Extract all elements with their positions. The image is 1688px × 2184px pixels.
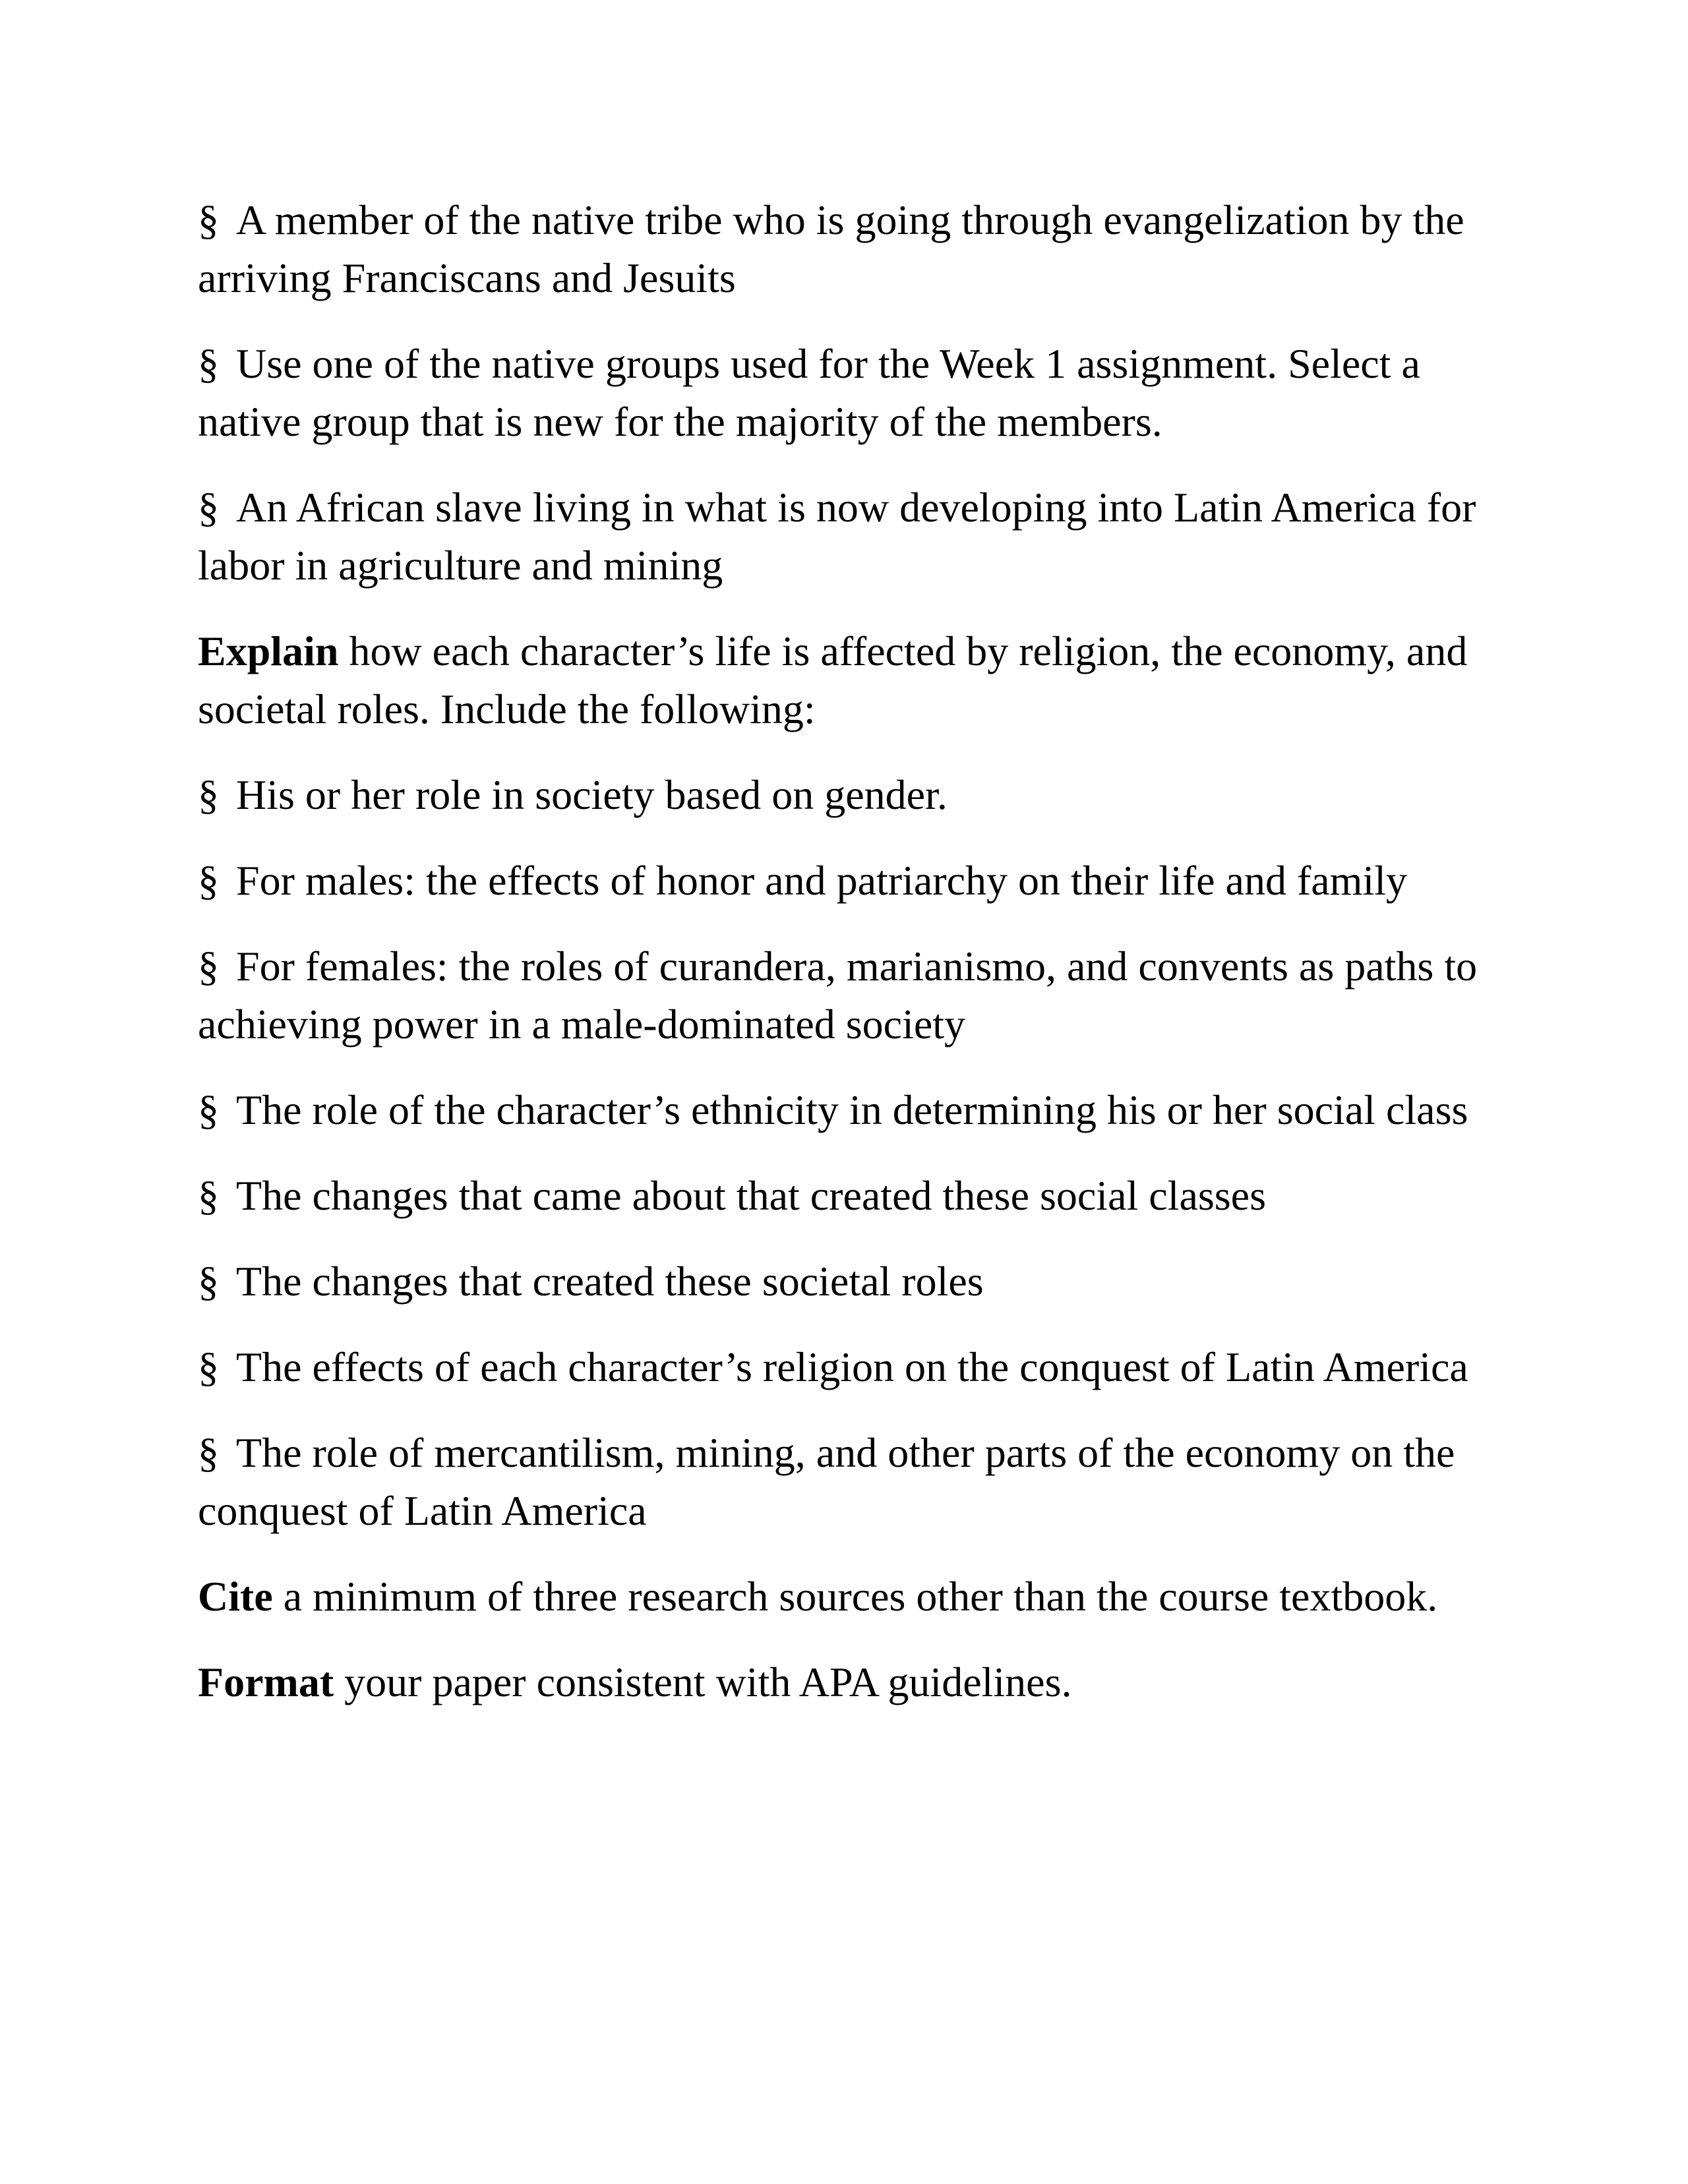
section-sign-icon: § bbox=[198, 484, 219, 531]
section-sign-icon: § bbox=[198, 1172, 219, 1219]
paragraph-text: your paper consistent with APA guidelines. bbox=[334, 1659, 1072, 1705]
instruction-paragraph bbox=[198, 1568, 1503, 1626]
paragraph-text: An African slave living in what is now developing into Latin America for labor in agriculture and mining bbox=[198, 484, 1476, 589]
bullet-paragraph bbox=[198, 191, 1503, 307]
section-sign-icon: § bbox=[198, 196, 219, 243]
section-sign-icon: § bbox=[198, 943, 219, 989]
bullet-paragraph bbox=[198, 852, 1503, 910]
paragraph-text: The changes that created these societal roles bbox=[236, 1258, 984, 1305]
paragraph-text: A member of the native tribe who is going through evangelization by the arriving Franciscans and Jesuits bbox=[198, 196, 1464, 301]
section-sign-icon: § bbox=[198, 340, 219, 387]
bullet-paragraph bbox=[198, 937, 1503, 1053]
paragraph-text: The effects of each character’s religion on the conquest of Latin America bbox=[236, 1343, 1468, 1390]
instruction-keyword: Cite bbox=[198, 1573, 273, 1620]
bullet-paragraph bbox=[198, 479, 1503, 595]
instruction-paragraph bbox=[198, 622, 1503, 738]
instruction-paragraph bbox=[198, 1653, 1503, 1711]
paragraph-text: The role of the character’s ethnicity in determining his or her social class bbox=[236, 1086, 1468, 1133]
section-sign-icon: § bbox=[198, 1429, 219, 1476]
instruction-keyword: Format bbox=[198, 1659, 334, 1705]
paragraph-text: The changes that came about that created these social classes bbox=[236, 1172, 1266, 1219]
section-sign-icon: § bbox=[198, 857, 219, 904]
bullet-paragraph bbox=[198, 1081, 1503, 1139]
bullet-paragraph bbox=[198, 335, 1503, 451]
document-page bbox=[198, 191, 1503, 1739]
section-sign-icon: § bbox=[198, 1343, 219, 1390]
bullet-paragraph bbox=[198, 766, 1503, 824]
paragraph-text: The role of mercantilism, mining, and other parts of the economy on the conquest of Latin America bbox=[198, 1429, 1455, 1534]
section-sign-icon: § bbox=[198, 1258, 219, 1305]
section-sign-icon: § bbox=[198, 1086, 219, 1133]
bullet-paragraph bbox=[198, 1167, 1503, 1225]
section-sign-icon: § bbox=[198, 771, 219, 818]
bullet-paragraph bbox=[198, 1338, 1503, 1396]
paragraph-text: For females: the roles of curandera, marianismo, and convents as paths to achieving power in a male-dominated society bbox=[198, 943, 1478, 1048]
instruction-keyword: Explain bbox=[198, 628, 339, 674]
paragraph-text: For males: the effects of honor and patriarchy on their life and family bbox=[236, 857, 1407, 904]
bullet-paragraph bbox=[198, 1253, 1503, 1311]
paragraph-text: a minimum of three research sources other than the course textbook. bbox=[272, 1573, 1438, 1620]
paragraph-text: His or her role in society based on gender. bbox=[236, 771, 948, 818]
paragraph-text: how each character’s life is affected by religion, the economy, and societal roles. Include the following: bbox=[198, 628, 1468, 732]
bullet-paragraph bbox=[198, 1424, 1503, 1540]
paragraph-text: Use one of the native groups used for the Week 1 assignment. Select a native group that is new for the majority of the members. bbox=[198, 340, 1420, 445]
